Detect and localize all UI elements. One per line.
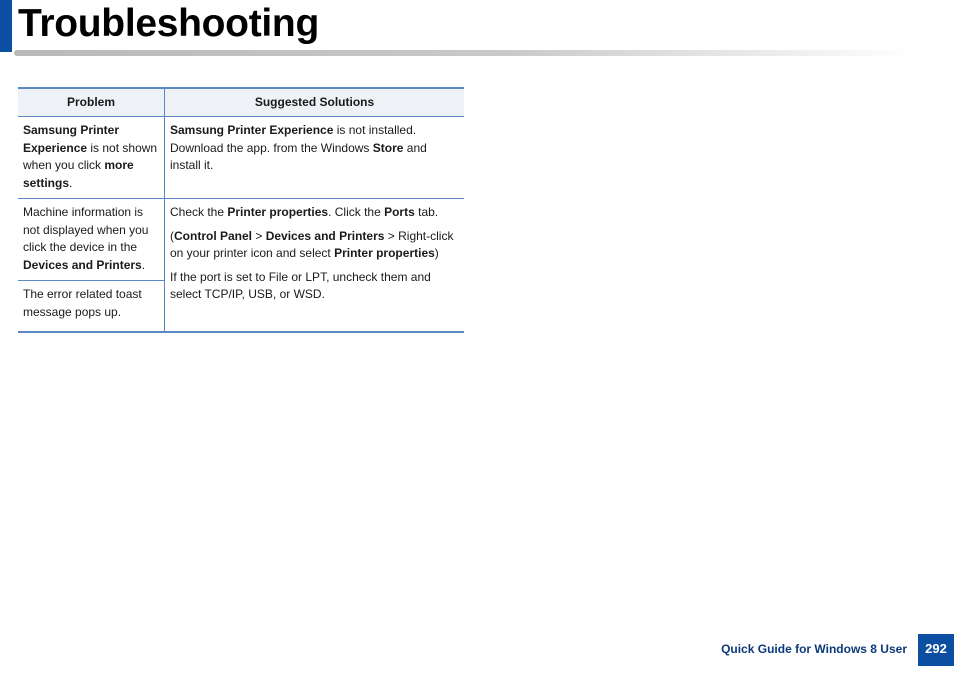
bold-term: Printer properties [227, 205, 329, 219]
text-run: . [69, 175, 73, 190]
text-run: is not shown when you click [23, 140, 158, 172]
bold-term: Ports [384, 205, 415, 219]
table-header-row [18, 88, 464, 117]
problem-text [23, 204, 159, 274]
title-accent-bar [0, 0, 12, 52]
bold-term: Printer properties [334, 246, 435, 260]
title-underline [14, 50, 914, 56]
problem-cell [18, 117, 165, 199]
text-run: Check the [170, 205, 228, 219]
troubleshooting-table [18, 87, 464, 333]
solution-text [170, 228, 459, 263]
text-run: and install it. [170, 140, 427, 172]
text-run: . [141, 257, 146, 272]
page-title: Troubleshooting [18, 2, 319, 45]
footer-guide-label: Quick Guide for Windows 8 User [721, 642, 907, 656]
text-run: > [252, 228, 266, 243]
text-run: tab. [414, 205, 439, 219]
header-suggested-solutions: Suggested Solutions [165, 88, 465, 117]
header-problem: Problem [18, 88, 165, 117]
bold-term: Control Panel [174, 228, 253, 243]
solution-text [170, 122, 459, 175]
solution-text [170, 204, 459, 222]
problem-cell [18, 199, 165, 281]
text-run: Machine information is not displayed when you click the device in the [23, 205, 149, 254]
text-run: is not installed. Download the app. from the Windows [170, 123, 417, 155]
solution-cell [165, 117, 465, 199]
text-run: ( [170, 228, 174, 243]
bold-term: Samsung Printer Experience [23, 123, 120, 155]
problem-text [23, 286, 159, 321]
problem-text [23, 122, 159, 192]
table-row [18, 117, 464, 199]
bold-term: Store [372, 140, 404, 155]
bold-term: more settings [23, 158, 134, 190]
bold-term: Samsung Printer Experience [170, 123, 334, 137]
text-run: The error related toast message pops up. [23, 287, 142, 319]
solution-cell [165, 199, 465, 333]
problem-cell [18, 281, 165, 333]
table-row [18, 199, 464, 281]
bold-term: Devices and Printers [265, 228, 385, 243]
text-run: > Right-click on your printer icon and select [170, 228, 454, 260]
text-run: ) [434, 246, 439, 260]
solution-text [170, 269, 459, 304]
bold-term: Devices and Printers [23, 257, 142, 272]
text-run: . Click the [328, 205, 385, 219]
text-run: If the port is set to File or LPT, uncheck them and select TCP/IP, USB, or WSD. [170, 269, 431, 301]
page-number-badge: 292 [918, 634, 954, 666]
